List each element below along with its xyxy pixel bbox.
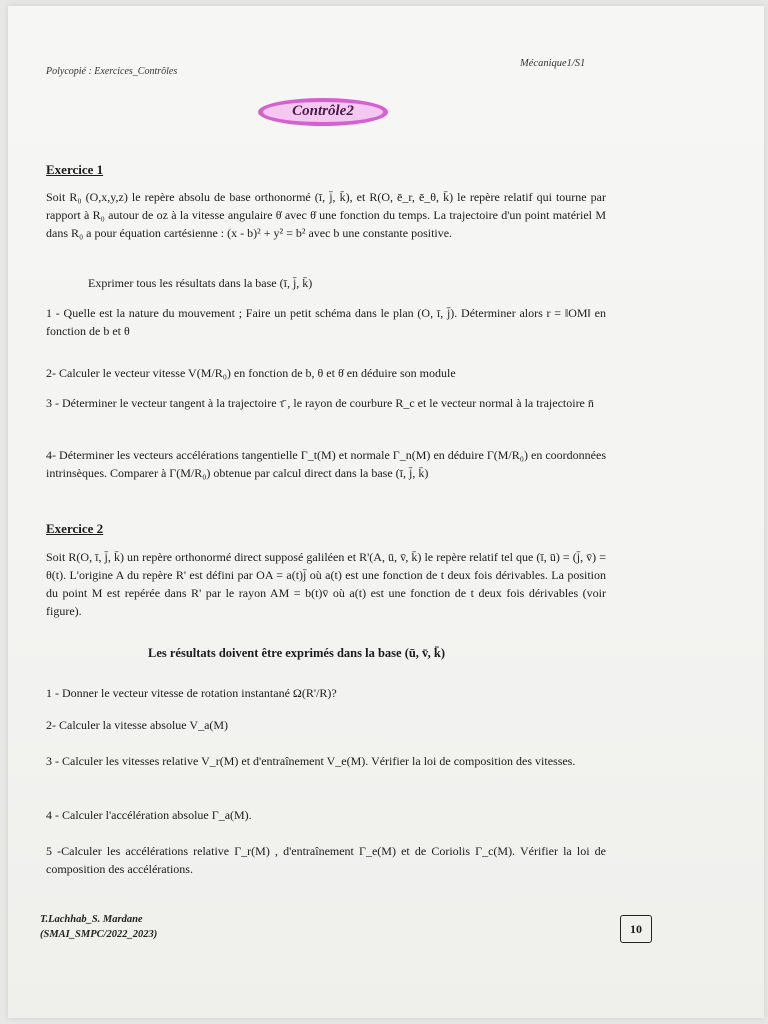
exercise2-question-1: 1 - Donner le vecteur vitesse de rotation instantané Ω(R'/R)? — [46, 686, 337, 700]
header-left: Polycopié : Exercices_Contrôles — [46, 66, 178, 77]
exercise2-question-5: 5 -Calculer les accélérations relative Γ_r(M) , d'entraînement Γ_e(M) et de Coriolis Γ_c(M). Vérifier la loi de composition des accélérations. — [46, 844, 606, 876]
exercise2-heading: Exercice 2 — [46, 521, 104, 536]
exercise1-question-3: 3 - Déterminer le vecteur tangent à la trajectoire τ̄ , le rayon de courbure R_c et le vecteur normal à la trajectoire n̄ — [46, 396, 594, 410]
exercise2-instruction: Les résultats doivent être exprimés dans la base (ū, v̄, k̄) — [148, 646, 445, 660]
footer-authors: T.Lachhab_S. Mardane — [40, 914, 143, 925]
exercise1-heading: Exercice 1 — [46, 162, 104, 177]
page-number: 10 — [620, 915, 652, 943]
title-box — [256, 96, 390, 128]
header-right: Mécanique1/S1 — [520, 58, 586, 69]
exercise1-question-1: 1 - Quelle est la nature du mouvement ; Faire un petit schéma dans le plan (O, ī, j̄). Déterminer alors r = ‖OM‖ en fonction de b et θ — [46, 306, 606, 338]
exercise2-question-4: 4 - Calculer l'accélération absolue Γ_a(M). — [46, 808, 252, 822]
exercise1-instruction: Exprimer tous les résultats dans la base (ī, j̄, k̄) — [88, 276, 313, 290]
exercise1-question-4: 4- Déterminer les vecteurs accélérations tangentielle Γ_t(M) et normale Γ_n(M) en déduire Γ(M/R₀) en coordonnées intrinsèques. Comparer à Γ(M/R₀) obtenue par calcul direct dans la base (ī, j̄, k̄) — [46, 448, 606, 480]
exercise1-intro: Soit R₀ (O,x,y,z) le repère absolu de base orthonormé (ī, j̄, k̄), et R(O, ē_r, ē_θ, k̄) le repère relatif qui tourne par rapport à R₀ autour de oz à la vitesse angulaire θ̇ avec θ̇ une fonction du temps. La trajectoire d'un point matériel M dans R₀ a pour équation cartésienne : (x - b)² + y² = b² avec b une constante positive. — [46, 190, 606, 240]
page-title: Contrôle2 — [292, 103, 354, 119]
exercise2-question-3: 3 - Calculer les vitesses relative V_r(M) et d'entraînement V_e(M). Vérifier la loi de composition des vitesses. — [46, 754, 576, 768]
exercise1-question-2: 2- Calculer le vecteur vitesse V(M/R₀) en fonction de b, θ et θ̇ en déduire son module — [46, 366, 456, 380]
exercise2-intro: Soit R(O, ī, j̄, k̄) un repère orthonormé direct supposé galiléen et R'(A, ū, v̄, k̄) le repère relatif tel que (ī, ū) = (j̄, v̄) = θ(t). L'origine A du repère R' est défini par OA = a(t)j̄ où a(t) est une fonction de t deux fois dérivables. La position du point M est repérée dans R' par le rayon AM = b(t)v̄ où a(t) est une fonction de t deux fois dérivables (voir figure). — [46, 550, 606, 618]
footer-course: (SMAI_SMPC/2022_2023) — [40, 929, 158, 940]
exercise2-question-2: 2- Calculer la vitesse absolue V_a(M) — [46, 718, 229, 732]
